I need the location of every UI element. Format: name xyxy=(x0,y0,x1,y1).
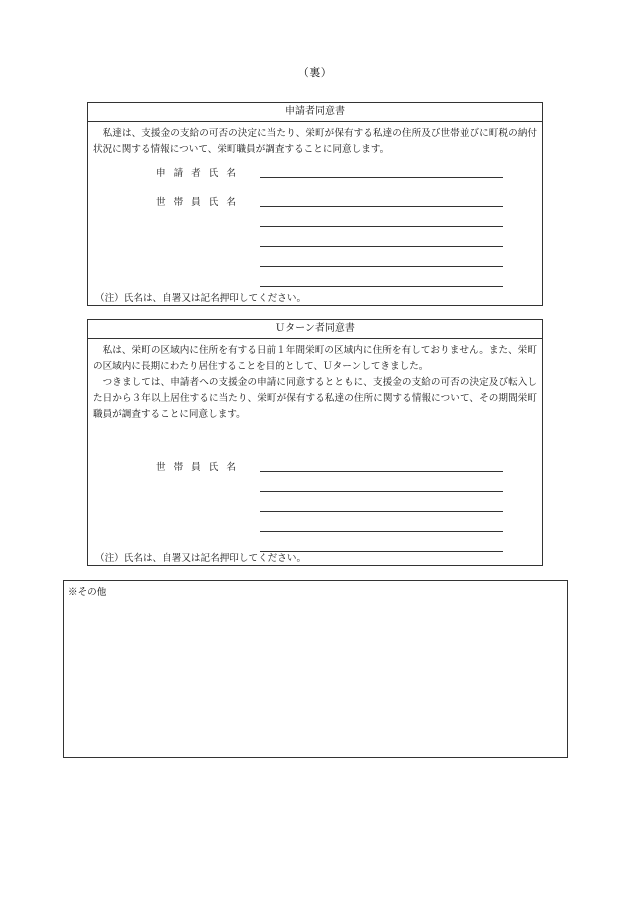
household-name-row xyxy=(88,232,542,252)
uturn-consent-body-2: つきましては、申請者への支援金の申請に同意するとともに、支援金の支給の可否の決定及び転入した日から３年以上居住するに当たり、栄町が保有する私達の住所に関する情報について、その期間栄町職員が調査することに同意します。 xyxy=(93,377,537,420)
other-section[interactable] xyxy=(63,580,568,758)
uturn-consent-section xyxy=(87,319,543,566)
uturn-consent-body-1: 私は、栄町の区域内に住所を有する日前１年間栄町の区域内に住所を有しておりません。また、栄町の区域内に長期にわたり居住することを目的として、Ｕターンしてきました。 xyxy=(93,345,537,372)
uturn-household-name-row xyxy=(88,477,542,497)
applicant-consent-section xyxy=(87,102,543,306)
household-name-field-1[interactable] xyxy=(260,206,503,207)
applicant-name-row xyxy=(88,163,542,183)
household-name-label: 世帯員氏名 xyxy=(156,197,244,208)
uturn-household-name-field-2[interactable] xyxy=(260,491,503,492)
uturn-household-name-field-1[interactable] xyxy=(260,471,503,472)
household-name-field-5[interactable] xyxy=(260,286,503,287)
applicant-name-field[interactable] xyxy=(260,177,503,178)
household-name-row xyxy=(88,252,542,272)
uturn-household-name-field-4[interactable] xyxy=(260,531,503,532)
household-name-field-2[interactable] xyxy=(260,226,503,227)
uturn-household-name-label: 世帯員氏名 xyxy=(156,462,244,473)
uturn-household-name-row xyxy=(88,517,542,537)
uturn-household-name-field-3[interactable] xyxy=(260,511,503,512)
uturn-consent-note: （注）氏名は、自署又は記名押印してください。 xyxy=(95,553,307,564)
household-name-row xyxy=(88,272,542,292)
uturn-household-name-row xyxy=(88,457,542,477)
applicant-consent-body: 私達は、支援金の支給の可否の決定に当たり、栄町が保有する私達の住所及び世帯並びに町税の納付状況に関する情報について、栄町職員が調査することに同意します。 xyxy=(93,128,537,155)
household-name-field-4[interactable] xyxy=(260,266,503,267)
applicant-consent-note: （注）氏名は、自署又は記名押印してください。 xyxy=(95,293,307,304)
other-label: ※その他 xyxy=(68,587,107,598)
applicant-consent-title: 申請者同意書 xyxy=(88,103,542,122)
applicant-name-label: 申請者氏名 xyxy=(156,168,244,179)
page-heading: （裏） xyxy=(297,66,333,79)
uturn-household-name-row xyxy=(88,497,542,517)
uturn-consent-title: Ｕターン者同意書 xyxy=(88,320,542,339)
household-name-row xyxy=(88,212,542,232)
household-name-row xyxy=(88,192,542,212)
household-name-field-3[interactable] xyxy=(260,246,503,247)
